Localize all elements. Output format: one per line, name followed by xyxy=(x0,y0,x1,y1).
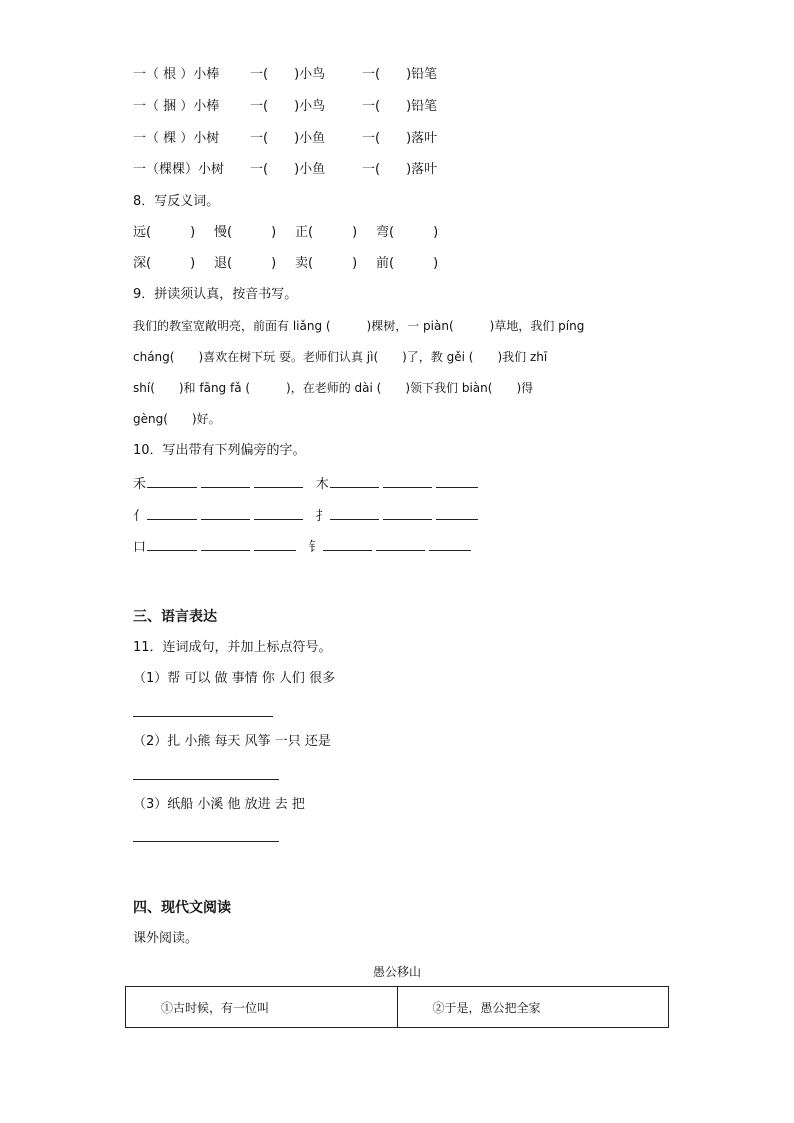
antonym-item: 正( ) xyxy=(295,225,358,240)
measure-cell: 一（ 棵 ）小树 xyxy=(133,131,220,146)
antonym-item: 弯( ) xyxy=(376,225,439,240)
story-title: 愚公移山 xyxy=(372,965,421,979)
radical-label: 口 xyxy=(133,540,147,555)
story-cell-2: ②于是，愚公把全家 xyxy=(397,987,669,1028)
antonym-row-1 xyxy=(133,225,457,241)
answer-blank[interactable] xyxy=(436,474,478,488)
radical-label: 木 xyxy=(315,477,329,492)
sentence-item-1: （1）帮 可以 做 事情 你 人们 很多 xyxy=(133,671,336,686)
radical-label: 禾 xyxy=(133,477,147,492)
radical-row-1 xyxy=(133,474,478,493)
answer-blank[interactable] xyxy=(323,537,372,551)
measure-cell: 一( )铅笔 xyxy=(362,67,438,82)
pinyin-line-1: 我们的教室宽敞明亮，前面有 liǎng ( )棵树，一 piàn( )草地，我们 píng xyxy=(133,319,585,333)
reading-intro: 课外阅读。 xyxy=(133,931,199,946)
question-9-title: 9．拼读须认真，按音书写。 xyxy=(133,287,298,302)
radical-label: 亻 xyxy=(133,509,147,524)
answer-blank[interactable] xyxy=(330,474,379,488)
measure-cell: 一( )小鱼 xyxy=(250,131,326,146)
question-11-title: 11．连词成句，并加上标点符号。 xyxy=(133,640,332,655)
measure-cell: 一( )铅笔 xyxy=(362,99,438,114)
answer-blank[interactable] xyxy=(383,506,432,520)
measure-cell: 一( )小鱼 xyxy=(250,162,326,177)
antonym-item: 前( ) xyxy=(376,256,439,271)
answer-blank[interactable] xyxy=(201,474,250,488)
answer-blank[interactable] xyxy=(376,537,425,551)
antonym-row-2 xyxy=(133,256,457,272)
question-8-title: 8．写反义词。 xyxy=(133,194,220,209)
antonym-item: 远( ) xyxy=(133,225,196,240)
radical-row-3 xyxy=(133,537,471,556)
section-4-heading: 四、现代文阅读 xyxy=(133,900,231,916)
antonym-item: 深( ) xyxy=(133,256,196,271)
story-table xyxy=(125,986,669,1028)
radical-row-2 xyxy=(133,506,478,525)
answer-blank[interactable] xyxy=(429,537,471,551)
measure-row-1 xyxy=(133,67,437,83)
radical-label: 扌 xyxy=(315,509,329,524)
answer-blank[interactable] xyxy=(254,506,303,520)
answer-blank[interactable] xyxy=(383,474,432,488)
answer-line-1[interactable] xyxy=(133,716,273,717)
measure-cell: 一（ 根 ）小棒 xyxy=(133,67,220,82)
antonym-item: 慢( ) xyxy=(214,225,277,240)
measure-row-4 xyxy=(133,162,437,178)
measure-cell: 一( )小鸟 xyxy=(250,99,326,114)
pinyin-line-2: cháng( )喜欢在树下玩 耍。老师们认真 jì( )了，教 gěi ( )我们 zhī xyxy=(133,350,548,364)
measure-cell: 一（ 捆 ）小棒 xyxy=(133,99,220,114)
answer-blank[interactable] xyxy=(201,537,250,551)
measure-cell: 一( )落叶 xyxy=(362,162,438,177)
story-cell-1: ①古时候，有一位叫 xyxy=(126,987,398,1028)
antonym-item: 退( ) xyxy=(214,256,277,271)
section-3-heading: 三、语言表达 xyxy=(133,609,217,625)
measure-cell: 一( )小鸟 xyxy=(250,67,326,82)
answer-blank[interactable] xyxy=(201,506,250,520)
answer-blank[interactable] xyxy=(436,506,478,520)
sentence-item-3: （3）纸船 小溪 他 放进 去 把 xyxy=(133,797,305,812)
answer-blank[interactable] xyxy=(330,506,379,520)
answer-line-2[interactable] xyxy=(133,779,279,780)
measure-row-3 xyxy=(133,131,437,147)
answer-blank[interactable] xyxy=(254,474,303,488)
pinyin-line-3: shí( )和 fāng fǎ ( )，在老师的 dài ( )领下我们 biàn( )得 xyxy=(133,381,534,395)
measure-cell: 一（棵棵）小树 xyxy=(133,162,225,177)
radical-label: 钅 xyxy=(308,540,322,555)
answer-line-3[interactable] xyxy=(133,841,279,842)
answer-blank[interactable] xyxy=(147,537,197,551)
pinyin-line-4: gèng( )好。 xyxy=(133,412,221,426)
antonym-item: 卖( ) xyxy=(295,256,358,271)
measure-row-2 xyxy=(133,99,437,115)
answer-blank[interactable] xyxy=(147,474,197,488)
question-10-title: 10．写出带有下列偏旁的字。 xyxy=(133,443,306,458)
answer-blank[interactable] xyxy=(147,506,197,520)
sentence-item-2: （2）扎 小熊 每天 风筝 一只 还是 xyxy=(133,734,331,749)
answer-blank[interactable] xyxy=(254,537,296,551)
measure-cell: 一( )落叶 xyxy=(362,131,438,146)
